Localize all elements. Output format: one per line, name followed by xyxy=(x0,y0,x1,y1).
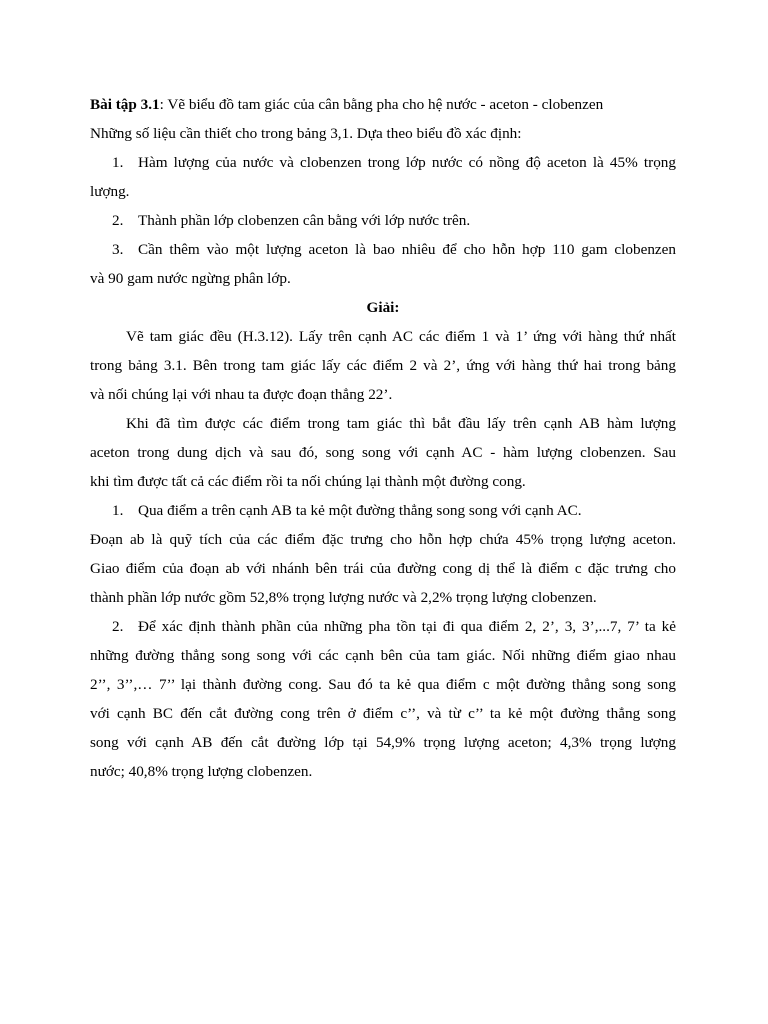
question-1-number: 1. xyxy=(112,154,124,171)
step-2-line-4: với cạnh BC đến cắt đường cong trên ở điểm c’’, và từ c’’ ta kẻ một đường thẳng song xyxy=(90,705,676,722)
exercise-title xyxy=(90,90,676,119)
paragraph-2-line-2: aceton trong dung dịch và sau đó, song song với cạnh AC - hàm lượng clobenzen. Sau xyxy=(90,444,676,461)
solution-heading: Giải: xyxy=(366,299,400,316)
step-1-line-4: thành phần lớp nước gồm 52,8% trọng lượng nước và 2,2% trọng lượng clobenzen. xyxy=(90,589,597,606)
exercise-title-rest: : Vẽ biểu đồ tam giác của cân bằng pha cho hệ nước - aceton - clobenzen xyxy=(159,96,604,113)
step-2 xyxy=(90,612,676,641)
paragraph-1-line-3: và nối chúng lại với nhau ta được đoạn thẳng 22’. xyxy=(90,386,393,403)
intro-line: Những số liệu cần thiết cho trong bảng 3,1. Dựa theo biểu đồ xác định: xyxy=(90,125,522,142)
question-2 xyxy=(90,206,676,235)
step-1-line-3: Giao điểm của đoạn ab với nhánh bên trái của đường cong dị thể là điểm c đặc trưng cho xyxy=(90,560,676,577)
question-3 xyxy=(90,235,676,264)
paragraph-2-line-3: khi tìm được tất cả các điểm rồi ta nối chúng lại thành một đường cong. xyxy=(90,473,526,490)
step-2-line-2: những đường thẳng song song với các cạnh bên của tam giác. Nối những điểm giao nhau xyxy=(90,647,676,664)
step-2-line-6: nước; 40,8% trọng lượng clobenzen. xyxy=(90,763,313,780)
question-1-line-2: lượng. xyxy=(90,183,130,200)
question-1-line-1: Hàm lượng của nước và clobenzen trong lớp nước có nồng độ aceton là 45% trọng xyxy=(138,154,676,171)
paragraph-2-line-1: Khi đã tìm được các điểm trong tam giác thì bắt đầu lấy trên cạnh AB hàm lượng xyxy=(126,415,676,432)
question-3-line-2: và 90 gam nước ngừng phân lớp. xyxy=(90,270,291,287)
step-2-line-5: song với cạnh AB đến cắt đường lớp tại 54,9% trọng lượng aceton; 4,3% trọng lượng xyxy=(90,734,676,751)
step-2-line-1: Để xác định thành phần của những pha tồn tại đi qua điểm 2, 2’, 3, 3’,...7, 7’ ta kẻ xyxy=(138,618,676,635)
step-1-line-2: Đoạn ab là quỹ tích của các điểm đặc trưng cho hỗn hợp chứa 45% trọng lượng aceton. xyxy=(90,531,676,548)
paragraph-1-line-1: Vẽ tam giác đều (H.3.12). Lấy trên cạnh AC các điểm 1 và 1’ ứng với hàng thứ nhất xyxy=(126,328,676,345)
step-1-number: 1. xyxy=(112,502,124,519)
question-3-line-1: Cần thêm vào một lượng aceton là bao nhiêu để cho hỗn hợp 110 gam clobenzen xyxy=(138,241,676,258)
step-1-line-1: Qua điểm a trên cạnh AB ta kẻ một đường thẳng song song với cạnh AC. xyxy=(138,502,582,519)
step-2-line-3: 2’’, 3’’,… 7’’ lại thành đường cong. Sau đó ta kẻ qua điểm c một đường thẳng song song xyxy=(90,676,676,693)
question-2-line-1: Thành phần lớp clobenzen cân bằng với lớp nước trên. xyxy=(138,212,471,229)
question-2-number: 2. xyxy=(112,212,124,229)
step-2-number: 2. xyxy=(112,618,124,635)
step-1 xyxy=(90,496,676,525)
document-page xyxy=(90,90,676,786)
question-3-number: 3. xyxy=(112,241,124,258)
exercise-title-bold: Bài tập 3.1 xyxy=(90,96,160,113)
paragraph-1-line-2: trong bảng 3.1. Bên trong tam giác lấy các điểm 2 và 2’, ứng với hàng thứ hai trong bảng xyxy=(90,357,676,374)
question-1 xyxy=(90,148,676,177)
